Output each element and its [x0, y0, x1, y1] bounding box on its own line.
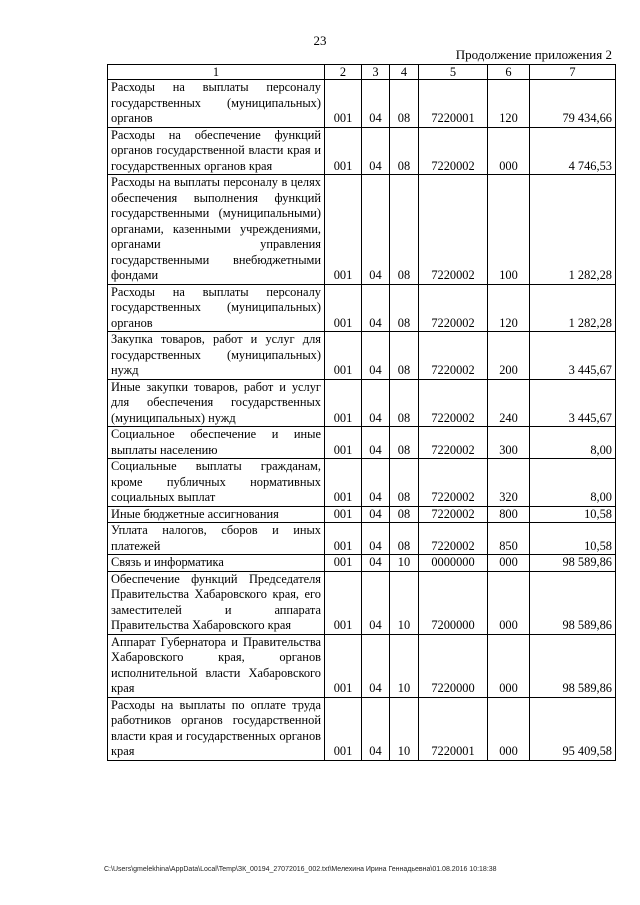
column-header: 1 — [108, 65, 325, 80]
amount-cell: 98 589,86 — [530, 634, 616, 697]
expense-name-cell: Обеспечение функций Председателя Правительства Хабаровского края, его заместителей и аппарата Правительства Хабаровского края — [108, 571, 325, 634]
section-cell: 04 — [362, 459, 390, 507]
target-article-cell: 7220002 — [419, 427, 488, 459]
amount-cell: 10,58 — [530, 506, 616, 523]
expense-name-cell: Расходы на выплаты персоналу государственных (муниципальных) органов — [108, 80, 325, 128]
section-cell: 04 — [362, 175, 390, 285]
column-header: 4 — [390, 65, 419, 80]
ministry-code-cell: 001 — [325, 697, 362, 760]
expense-name-cell: Закупка товаров, работ и услуг для государственных (муниципальных) нужд — [108, 332, 325, 380]
expense-name-cell: Связь и информатика — [108, 555, 325, 572]
expense-type-cell: 120 — [488, 284, 530, 332]
section-cell: 04 — [362, 80, 390, 128]
subsection-cell: 10 — [390, 571, 419, 634]
subsection-cell: 08 — [390, 459, 419, 507]
expense-type-cell: 000 — [488, 697, 530, 760]
expense-name-cell: Социальное обеспечение и иные выплаты населению — [108, 427, 325, 459]
ministry-code-cell: 001 — [325, 80, 362, 128]
expense-name-cell: Уплата налогов, сборов и иных платежей — [108, 523, 325, 555]
amount-cell: 10,58 — [530, 523, 616, 555]
subsection-cell: 08 — [390, 427, 419, 459]
section-cell: 04 — [362, 555, 390, 572]
ministry-code-cell: 001 — [325, 284, 362, 332]
amount-cell: 8,00 — [530, 459, 616, 507]
target-article-cell: 7220002 — [419, 459, 488, 507]
target-article-cell: 7220002 — [419, 284, 488, 332]
table-row — [108, 523, 616, 555]
expense-type-cell: 000 — [488, 555, 530, 572]
expense-name-cell: Расходы на выплаты персоналу в целях обеспечения выполнения функций государственными (муниципальными) органами, казенными учреждениями, органами управления государственными внебюджетными фондами — [108, 175, 325, 285]
ministry-code-cell: 001 — [325, 571, 362, 634]
expense-type-cell: 320 — [488, 459, 530, 507]
ministry-code-cell: 001 — [325, 634, 362, 697]
amount-cell: 79 434,66 — [530, 80, 616, 128]
amount-cell: 98 589,86 — [530, 571, 616, 634]
header-row — [108, 65, 616, 80]
subsection-cell: 08 — [390, 175, 419, 285]
section-cell: 04 — [362, 523, 390, 555]
amount-cell: 1 282,28 — [530, 284, 616, 332]
target-article-cell: 7220002 — [419, 332, 488, 380]
amount-cell: 95 409,58 — [530, 697, 616, 760]
subsection-cell: 08 — [390, 506, 419, 523]
column-header: 5 — [419, 65, 488, 80]
expense-name-cell: Иные закупки товаров, работ и услуг для обеспечения государственных (муниципальных) нужд — [108, 379, 325, 427]
ministry-code-cell: 001 — [325, 175, 362, 285]
expense-name-cell: Расходы на обеспечение функций органов государственной власти края и государственных органов края — [108, 127, 325, 175]
page-number: 23 — [313, 33, 327, 48]
expense-type-cell: 120 — [488, 80, 530, 128]
expense-name-cell: Социальные выплаты гражданам, кроме публичных нормативных социальных выплат — [108, 459, 325, 507]
expense-type-cell: 000 — [488, 571, 530, 634]
target-article-cell: 7220002 — [419, 127, 488, 175]
amount-cell: 8,00 — [530, 427, 616, 459]
section-cell: 04 — [362, 427, 390, 459]
amount-cell: 98 589,86 — [530, 555, 616, 572]
section-cell: 04 — [362, 697, 390, 760]
table-row — [108, 555, 616, 572]
subsection-cell: 08 — [390, 80, 419, 128]
table-row — [108, 284, 616, 332]
target-article-cell: 7220002 — [419, 523, 488, 555]
section-cell: 04 — [362, 127, 390, 175]
ministry-code-cell: 001 — [325, 555, 362, 572]
subsection-cell: 08 — [390, 127, 419, 175]
table-row — [108, 127, 616, 175]
section-cell: 04 — [362, 379, 390, 427]
budget-table — [107, 64, 616, 761]
target-article-cell: 7220002 — [419, 506, 488, 523]
ministry-code-cell: 001 — [325, 379, 362, 427]
table-row — [108, 506, 616, 523]
subsection-cell: 10 — [390, 555, 419, 572]
subsection-cell: 08 — [390, 284, 419, 332]
table-row — [108, 571, 616, 634]
expense-type-cell: 240 — [488, 379, 530, 427]
expense-name-cell: Аппарат Губернатора и Правительства Хабаровского края, органов исполнительной власти Хабаровского края — [108, 634, 325, 697]
table-row — [108, 332, 616, 380]
ministry-code-cell: 001 — [325, 506, 362, 523]
expense-type-cell: 000 — [488, 634, 530, 697]
expense-type-cell: 850 — [488, 523, 530, 555]
expense-type-cell: 800 — [488, 506, 530, 523]
target-article-cell: 7220001 — [419, 697, 488, 760]
target-article-cell: 7220000 — [419, 634, 488, 697]
target-article-cell: 7200000 — [419, 571, 488, 634]
section-cell: 04 — [362, 571, 390, 634]
section-cell: 04 — [362, 506, 390, 523]
table-row — [108, 459, 616, 507]
expense-name-cell: Расходы на выплаты персоналу государственных (муниципальных) органов — [108, 284, 325, 332]
amount-cell: 4 746,53 — [530, 127, 616, 175]
expense-type-cell: 200 — [488, 332, 530, 380]
subsection-cell: 10 — [390, 634, 419, 697]
target-article-cell: 0000000 — [419, 555, 488, 572]
amount-cell: 3 445,67 — [530, 332, 616, 380]
target-article-cell: 7220002 — [419, 175, 488, 285]
column-header: 2 — [325, 65, 362, 80]
target-article-cell: 7220002 — [419, 379, 488, 427]
table-row — [108, 427, 616, 459]
subsection-cell: 08 — [390, 523, 419, 555]
expense-type-cell: 100 — [488, 175, 530, 285]
subsection-cell: 08 — [390, 379, 419, 427]
table-row — [108, 379, 616, 427]
column-header: 7 — [530, 65, 616, 80]
column-header: 3 — [362, 65, 390, 80]
section-cell: 04 — [362, 284, 390, 332]
ministry-code-cell: 001 — [325, 427, 362, 459]
section-cell: 04 — [362, 634, 390, 697]
ministry-code-cell: 001 — [325, 127, 362, 175]
file-path-footer: C:\Users\gmelekhina\AppData\Local\Temp\ЗК_00194_27072016_002.txt\Мелехина Ирина Геннадьевна\01.08.2016 10:18:38 — [104, 866, 497, 873]
table-row — [108, 634, 616, 697]
expense-type-cell: 300 — [488, 427, 530, 459]
ministry-code-cell: 001 — [325, 459, 362, 507]
continuation-label: Продолжение приложения 2 — [455, 47, 612, 62]
subsection-cell: 08 — [390, 332, 419, 380]
table-row — [108, 80, 616, 128]
ministry-code-cell: 001 — [325, 332, 362, 380]
table-row — [108, 175, 616, 285]
column-header: 6 — [488, 65, 530, 80]
subsection-cell: 10 — [390, 697, 419, 760]
expense-name-cell: Расходы на выплаты по оплате труда работников органов государственной власти края и государственных органов края — [108, 697, 325, 760]
amount-cell: 3 445,67 — [530, 379, 616, 427]
expense-name-cell: Иные бюджетные ассигнования — [108, 506, 325, 523]
target-article-cell: 7220001 — [419, 80, 488, 128]
amount-cell: 1 282,28 — [530, 175, 616, 285]
ministry-code-cell: 001 — [325, 523, 362, 555]
table-row — [108, 697, 616, 760]
section-cell: 04 — [362, 332, 390, 380]
expense-type-cell: 000 — [488, 127, 530, 175]
